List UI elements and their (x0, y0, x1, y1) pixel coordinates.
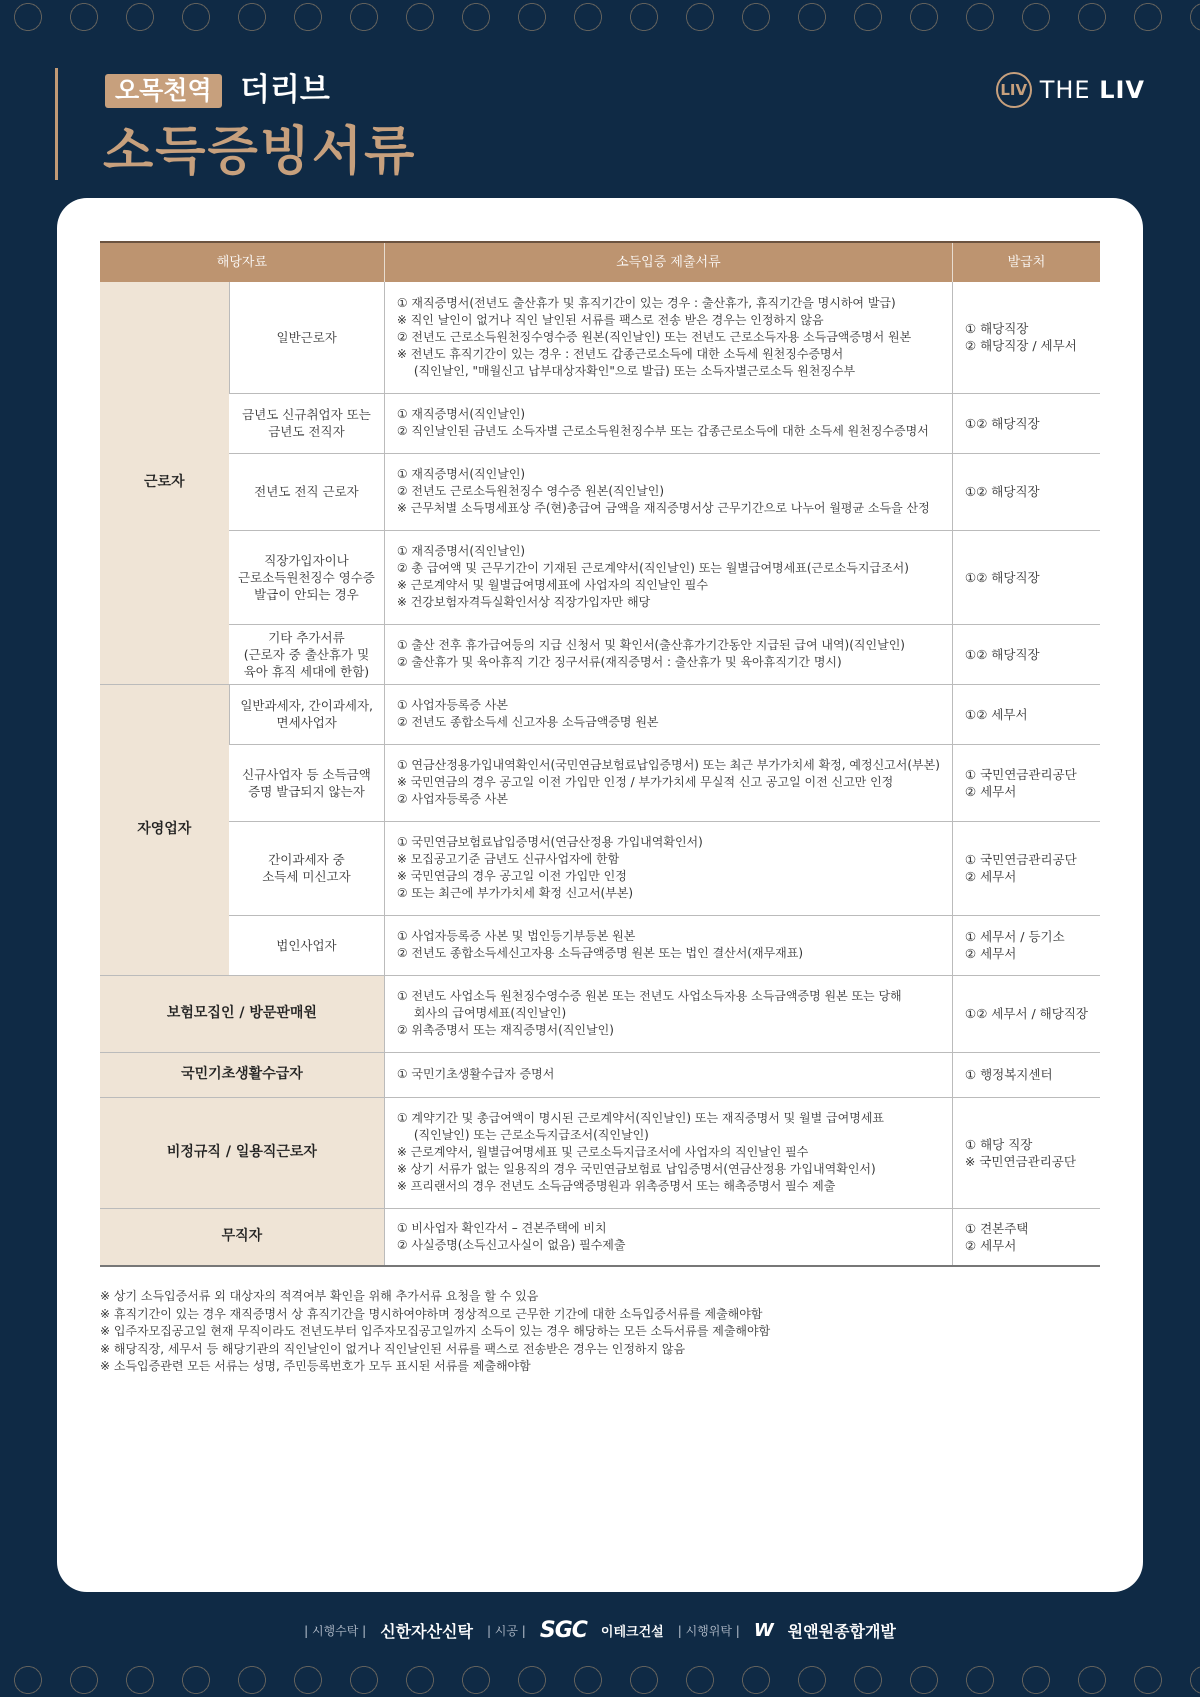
sgc-logo: SGC (539, 1618, 587, 1643)
station-tag: 오목천역 (105, 74, 222, 108)
w-logo-icon: W (753, 1620, 774, 1641)
subcategory-cell: 전년도 전직 근로자 (229, 453, 384, 530)
issuer-cell: ① 국민연금관리공단 ② 세무서 (952, 744, 1100, 821)
subcategory-cell: 간이과세자 중 소득세 미신고자 (229, 821, 384, 915)
trust-label: | 시행수탁 | (304, 1624, 367, 1638)
header-category: 해당자료 (100, 242, 384, 282)
footnote: ※ 휴직기간이 있는 경우 재직증명서 상 휴직기간을 명시하여야하며 정상적으로 근무한 기간에 대한 소득입증서류를 제출해야함 (100, 1306, 763, 1321)
header-accent-bar (55, 68, 58, 180)
header-documents: 소득입증 제출서류 (384, 242, 952, 282)
table-row (100, 453, 1100, 530)
table-row (100, 1208, 1100, 1266)
footnote: ※ 해당직장, 세무서 등 해당기관의 직인날인이 없거나 직인날인된 서류를 팩스로 전송받은 경우는 인정하지 않음 (100, 1341, 686, 1356)
table-row (100, 624, 1100, 684)
table-row (100, 282, 1100, 393)
issuer-cell: ①② 세무서 / 해당직장 (952, 975, 1100, 1052)
documents-cell: ① 국민연금보험료납입증명서(연금산정용 가입내역확인서) ※ 모집공고기준 금년도 신규사업자에 한함 ※ 국민연금의 경우 공고일 이전 가입만 인정 ② 또는 최근에 부가가치세 확정 신고서(부본) (384, 821, 952, 915)
documents-cell: ① 비사업자 확인각서 – 견본주택에 비치 ② 사실증명(소득신고사실이 없음) 필수제출 (384, 1208, 952, 1266)
documents-cell: ① 재직증명서(직인날인) ② 총 급여액 및 근무기간이 기재된 근로계약서(직인날인) 또는 월별급여명세표(근로소득지급조서) ※ 근로계약서 및 월별급여명세표에 사업자의 직인날인 필수 ※ 건강보험자격득실확인서상 직장가입자만 해당 (384, 530, 952, 624)
documents-cell: ① 사업자등록증 사본 및 법인등기부등본 원본 ② 전년도 종합소득세신고자용 소득금액증명 원본 또는 법인 결산서(재무재표) (384, 915, 952, 975)
subcategory-cell: 직장가입자이나 근로소득원천징수 영수증 발급이 안되는 경우 (229, 530, 384, 624)
issuer-cell: ①② 세무서 (952, 684, 1100, 744)
table-row (100, 1052, 1100, 1097)
footnote: ※ 상기 소득입증서류 외 대상자의 적격여부 확인을 위해 추가서류 요청을 할 수 있음 (100, 1289, 539, 1303)
issuer-cell: ① 행정복지센터 (952, 1052, 1100, 1097)
subcategory-cell: 신규사업자 등 소득금액 증명 발급되지 않는자 (229, 744, 384, 821)
table-header-row (100, 242, 1100, 282)
documents-cell: ① 재직증명서(직인날인) ② 전년도 근로소득원천징수 영수증 원본(직인날인) ※ 근무처별 소득명세표상 주(현)총급여 금액을 재직증명서상 근무기간으로 나누어 월평균 소득을 산정 (384, 453, 952, 530)
footnote: ※ 입주자모집공고일 현재 무직이라도 전년도부터 입주자모집공고일까지 소득이 있는 경우 해당하는 모든 소득서류를 제출해야함 (100, 1324, 771, 1338)
construction-name: 이테크건설 (600, 1625, 664, 1640)
page-title: 소득증빙서류 (103, 122, 417, 182)
documents-cell: ① 국민기초생활수급자 증명서 (384, 1052, 952, 1097)
trust-name: 신한자산신탁 (380, 1622, 473, 1641)
subcategory-cell: 일반근로자 (229, 282, 384, 393)
issuer-cell: ① 해당직장 ② 해당직장 / 세무서 (952, 282, 1100, 393)
subcategory-cell: 일반과세자, 간이과세자, 면세사업자 (229, 684, 384, 744)
documents-cell: ① 전년도 사업소득 원천징수영수증 원본 또는 전년도 사업소득자용 소득금액증명 원본 또는 당해 회사의 급여명세표(직인날인) ② 위촉증명서 또는 재직증명서(직인날인) (384, 975, 952, 1052)
table-row (100, 915, 1100, 975)
logo-the: THE (1039, 76, 1091, 104)
subcategory-cell: 법인사업자 (229, 915, 384, 975)
documents-cell: ① 재직증명서(전년도 출산휴가 및 휴직기간이 있는 경우 : 출산휴가, 휴직기간을 명시하여 발급) ※ 직인 날인이 없거나 직인 날인된 서류를 팩스로 전송 받은 경우는 인정하지 않음 ② 전년도 근로소득원천징수영수증 원본(직인날인) 또는 전년도 근로소득자용 소득금액증명서 원본 ※ 전년도 휴직기간이 있는 경우 : 전년도 갑종근로소득에 대한 소득세 원천징수증명서 (직인날인, "매월신고 납부대상자확인"으로 발급) 또는 소득자별근로소득 원천징수부 (384, 282, 952, 393)
construction-label: | 시공 | (486, 1624, 526, 1638)
subcategory-cell: 기타 추가서류 (근로자 중 출산휴가 및 육아 휴직 세대에 한함) (229, 624, 384, 684)
issuer-cell: ① 국민연금관리공단 ② 세무서 (952, 821, 1100, 915)
issuer-cell: ① 세무서 / 등기소 ② 세무서 (952, 915, 1100, 975)
category-basic-livelihood: 국민기초생활수급자 (100, 1052, 384, 1097)
documents-cell: ① 재직증명서(직인날인) ② 직인날인된 금년도 소득자별 근로소득원천징수부 또는 갑종근로소득에 대한 소득세 원천징수증명서 (384, 393, 952, 453)
table-row (100, 975, 1100, 1052)
documents-cell: ① 출산 전후 휴가급여등의 지급 신청서 및 확인서(출산휴가기간동안 지급된 급여 내역)(직인날인) ② 출산휴가 및 육아휴직 기간 징구서류(재직증명서 : 출산휴가 및 육아휴직기간 명시) (384, 624, 952, 684)
developer-label: | 시행위탁 | (677, 1624, 740, 1638)
table-row (100, 684, 1100, 744)
table-row (100, 744, 1100, 821)
table-row (100, 393, 1100, 453)
document-card (57, 198, 1143, 1592)
documents-cell: ① 사업자등록증 사본 ② 전년도 종합소득세 신고자용 소득금액증명 원본 (384, 684, 952, 744)
brand-subtitle: 더리브 (240, 72, 330, 108)
income-proof-table (100, 241, 1100, 1267)
issuer-cell: ①② 해당직장 (952, 530, 1100, 624)
category-irregular-worker: 비정규직 / 일용직근로자 (100, 1097, 384, 1208)
table-row (100, 1097, 1100, 1208)
footnotes (100, 1288, 1100, 1376)
subcategory-cell: 금년도 신규취업자 또는 금년도 전직자 (229, 393, 384, 453)
issuer-cell: ① 견본주택 ② 세무서 (952, 1208, 1100, 1266)
issuer-cell: ① 해당 직장 ※ 국민연금관리공단 (952, 1097, 1100, 1208)
footer-credits (0, 1618, 1200, 1643)
bottom-pattern (0, 1663, 1200, 1697)
issuer-cell: ①② 해당직장 (952, 393, 1100, 453)
the-liv-logo (996, 72, 1145, 108)
developer-name: 원앤원종합개발 (787, 1622, 896, 1641)
footnote: ※ 소득입증관련 모든 서류는 성명, 주민등록번호가 모두 표시된 서류를 제출해야함 (100, 1359, 531, 1373)
category-unemployed: 무직자 (100, 1208, 384, 1266)
documents-cell: ① 연금산정용가입내역확인서(국민연금보험료납입증명서) 또는 최근 부가가치세 확정, 예정신고서(부본) ※ 국민연금의 경우 공고일 이전 가입만 인정 / 부가가치세 무실적 신고 공고일 이전 신고만 인정 ② 사업자등록증 사본 (384, 744, 952, 821)
category-self-employed: 자영업자 (100, 684, 229, 975)
liv-logo-icon: LIV (996, 72, 1032, 108)
category-workers: 근로자 (100, 282, 229, 684)
table-row (100, 530, 1100, 624)
documents-cell: ① 계약기간 및 총급여액이 명시된 근로계약서(직인날인) 또는 재직증명서 및 월별 급여명세표 (직인날인) 또는 근로소득지급조서(직인날인) ※ 근로계약서, 월별급여명세표 및 근로소득지급조서에 사업자의 직인날인 필수 ※ 상기 서류가 없는 일용직의 경우 국민연금보험료 납입증명서(연금산정용 가입내역확인서) ※ 프리랜서의 경우 전년도 소득금액증명원과 위촉증명서 또는 해촉증명서 필수 제출 (384, 1097, 952, 1208)
category-insurance-agent: 보험모집인 / 방문판매원 (100, 975, 384, 1052)
table-row (100, 821, 1100, 915)
top-pattern (0, 0, 1200, 34)
logo-text (1040, 76, 1145, 104)
header-issuer: 발급처 (952, 242, 1100, 282)
logo-liv: LIV (1099, 76, 1145, 104)
issuer-cell: ①② 해당직장 (952, 624, 1100, 684)
header (55, 68, 1145, 180)
issuer-cell: ①② 해당직장 (952, 453, 1100, 530)
